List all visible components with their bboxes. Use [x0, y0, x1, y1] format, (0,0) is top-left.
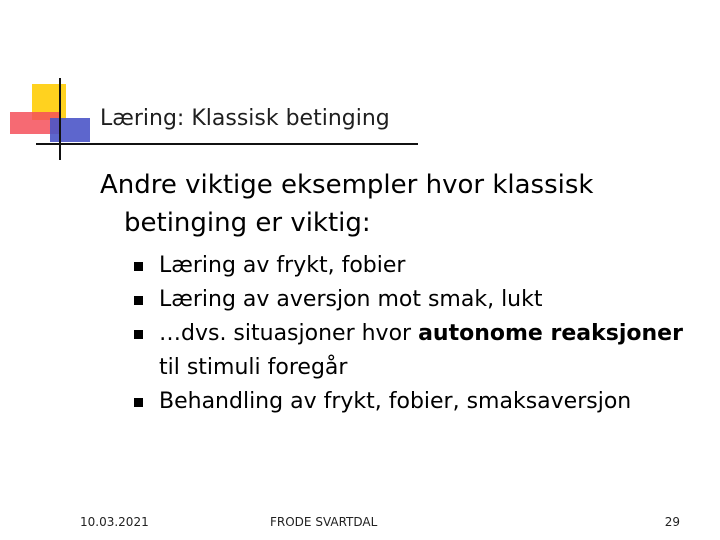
slide-title: Læring: Klassisk betinging [100, 106, 390, 131]
footer-page-number: 29 [664, 515, 680, 529]
bullet-item [134, 283, 694, 317]
bullet-text-emphasis: autonome reaksjoner [418, 321, 683, 346]
bullet-text: Læring av aversjon mot smak, lukt [159, 287, 543, 312]
title-underline [36, 143, 418, 145]
bullet-square-icon [134, 398, 143, 407]
bullet-text: Behandling av frykt, fobier, smaksaversjon [159, 389, 632, 414]
main-statement [100, 166, 690, 242]
bullet-square-icon [134, 330, 143, 339]
main-statement-line-2: betinging er viktig: [124, 208, 371, 238]
main-statement-line-1: Andre viktige eksempler hvor klassisk [100, 170, 594, 200]
bullet-text: Læring av frykt, fobier [159, 253, 406, 278]
bullet-square-icon [134, 296, 143, 305]
bullet-text-prefix: …dvs. situasjoner hvor [159, 321, 419, 346]
bullet-text-suffix: til stimuli foregår [159, 355, 348, 380]
bullet-square-icon [134, 262, 143, 271]
blue-square [50, 118, 90, 142]
bullet-item [134, 317, 694, 385]
bullet-list [134, 249, 694, 419]
bullet-item [134, 385, 694, 419]
footer-date: 10.03.2021 [80, 515, 149, 529]
footer-author: FRODE SVARTDAL [270, 515, 378, 529]
bullet-item [134, 249, 694, 283]
